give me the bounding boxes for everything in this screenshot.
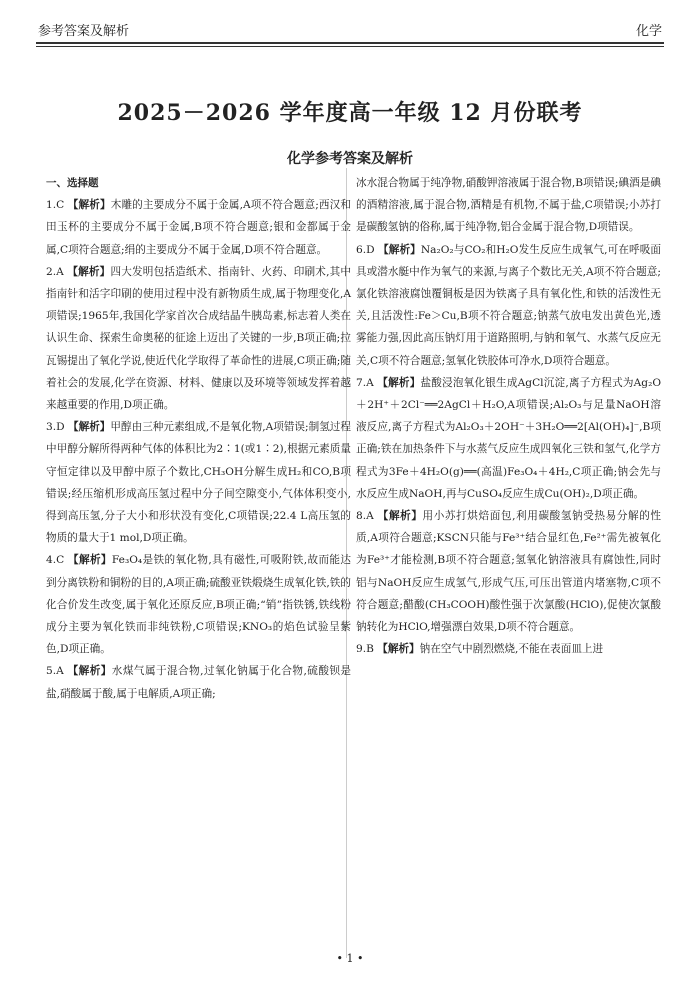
answer-number: 5.A [46,665,64,678]
page-subtitle: 化学参考答案及解析 [287,151,413,167]
analysis-tag: 【解析】 [67,665,112,678]
answer-text: 用小苏打烘焙面包,利用碳酸氢钠受热易分解的性质,A项符合题意;KSCN只能与Fe³⁺结合显红色,Fe²⁺需先被氧化为Fe³⁺才能检测,B项不符合题意;氢氧化钠溶液具有腐蚀性,同时铝与NaOH反应生成氢气,形成气压,可压出管道内堵塞物,C项不符合题意;醋酸(CH₃COOH)酸性强于次氯酸(HClO),促使次氯酸钠转化为HClO,增强漂白效果,D项不符合题意。 [356,510,661,634]
page-title: 2025－2026 学年度高一年级 12 月份联考 [117,100,583,126]
answer-item [356,505,661,638]
analysis-tag: 【解析】 [67,199,111,212]
analysis-tag: 【解析】 [377,510,423,523]
answer-text: 木雕的主要成分不属于金属,A项不符合题意;西汉和田玉杯的主要成分不属于金属,B项不符合题意;银和金都属于金属,C项符合题意;绢的主要成分不属于金属,D项不符合题意。 [46,199,351,256]
answer-item-continued [356,172,661,239]
answer-number: 6.D [356,243,375,256]
analysis-tag: 【解析】 [68,421,111,434]
analysis-tag: 【解析】 [67,554,112,567]
answer-text: 冰水混合物属于纯净物,硝酸钾溶液属于混合物,B项错误;碘酒是碘的酒精溶液,属于混合物,酒精是有机物,不属于盐,C项错误;小苏打是碳酸氢钠的俗称,属于纯净物,铝合金属于混合物,D项错误。 [356,177,661,234]
answer-item [356,372,661,505]
answer-number: 4.C [46,554,65,567]
header-rule-thin [36,46,664,47]
answer-text: 甲醇由三种元素组成,不是氧化物,A项错误;制氢过程中甲醇分解所得两种气体的体积比为2∶1(或1∶2),根据元素质量守恒定律以及甲醇中原子个数比,CH₃OH分解生成H₂和CO,B项错误;经压缩机形成高压氢过程中分子间空隙变小,气体体积变小,得到高压氢,分子大小和形状没有变化,C项错误;22.4 L高压氢的物质的量大于1 mol,D项正确。 [46,421,352,545]
answer-item [46,660,351,704]
analysis-tag: 【解析】 [67,265,111,278]
answer-text: 钠在空气中剧烈燃烧,不能在表面皿上进 [419,643,604,656]
analysis-tag: 【解析】 [377,376,421,389]
answer-number: 8.A [356,510,374,523]
answer-number: 9.B [356,643,374,656]
answer-item [356,638,661,660]
page-number: • 1 • [336,952,364,965]
answer-text: Na₂O₂与CO₂和H₂O发生反应生成氧气,可在呼吸面具或潜水艇中作为氧气的来源,与离子个数比无关,A项不符合题意;氯化铁溶液腐蚀覆铜板是因为铁离子具有氧化性,和铁的活泼性无关,且活泼性:Fe＞Cu,B项不符合题意;钠蒸气放电发出黄色光,透雾能力强,因此高压钠灯用于道路照明,与钠和氧气、水蒸气反应无关,C项不符合题意;氢氧化铁胶体可净水,D项符合题意。 [356,243,662,367]
left-column [46,172,351,705]
section-heading: 一、选择题 [46,177,99,189]
answer-item [356,239,661,372]
answer-item [46,416,351,549]
answer-number: 1.C [46,199,65,212]
answer-item [46,194,351,261]
answer-text: 四大发明包括造纸术、指南针、火药、印刷术,其中指南针和活字印刷的使用过程中没有新物质生成,属于物理变化,A项错误;1965年,我国化学家首次合成结晶牛胰岛素,标志着人类在认识生命、探索生命奥秘的征途上迈出了关键的一步,B项正确;拉瓦锡提出了氧化学说,使近代化学取得了革命性的进展,C项正确;随着社会的发展,化学在资源、材料、健康以及环境等领域发挥着越来越重要的作用,D项正确。 [46,265,351,412]
answer-item [46,261,351,416]
answer-number: 7.A [356,376,374,389]
answer-text: Fe₃O₄是铁的氧化物,具有磁性,可吸附铁,故而能达到分离铁粉和铜粉的目的,A项正确;硫酸亚铁煅烧生成氧化铁,铁的化合价发生改变,属于氧化还原反应,B项正确;“销”指铁锈,铁线粉成分主要为氧化铁而非纯铁粉,C项错误;KNO₃的焰色试验呈紫色,D项正确。 [46,554,352,656]
analysis-tag: 【解析】 [378,243,421,256]
header-subject: 化学 [635,24,662,39]
analysis-tag: 【解析】 [377,643,420,656]
answer-text: 盐酸浸泡氧化银生成AgCl沉淀,离子方程式为Ag₂O＋2H⁺＋2Cl⁻══2AgCl＋H₂O,A项错误;Al₂O₃与足量NaOH溶液反应,离子方程式为Al₂O₃＋2OH⁻＋3H₂O══2[Al(OH)₄]⁻,B项正确;铁在加热条件下与水蒸气反应生成四氧化三铁和氢气,化学方程式为3Fe＋4H₂O(g)══(高温)Fe₃O₄＋4H₂,C项正确;钠会先与水反应生成NaOH,再与CuSO₄反应生成Cu(OH)₂,D项正确。 [356,376,662,500]
header-rule [36,42,664,44]
header-left: 参考答案及解析 [38,24,130,39]
answer-item [46,549,351,660]
answer-text: 水煤气属于混合物,过氧化钠属于化合物,硫酸钡是盐,硝酸属于酸,属于电解质,A项正确; [46,665,352,700]
answer-number: 2.A [46,265,64,278]
answer-number: 3.D [46,421,65,434]
right-column [356,172,661,660]
